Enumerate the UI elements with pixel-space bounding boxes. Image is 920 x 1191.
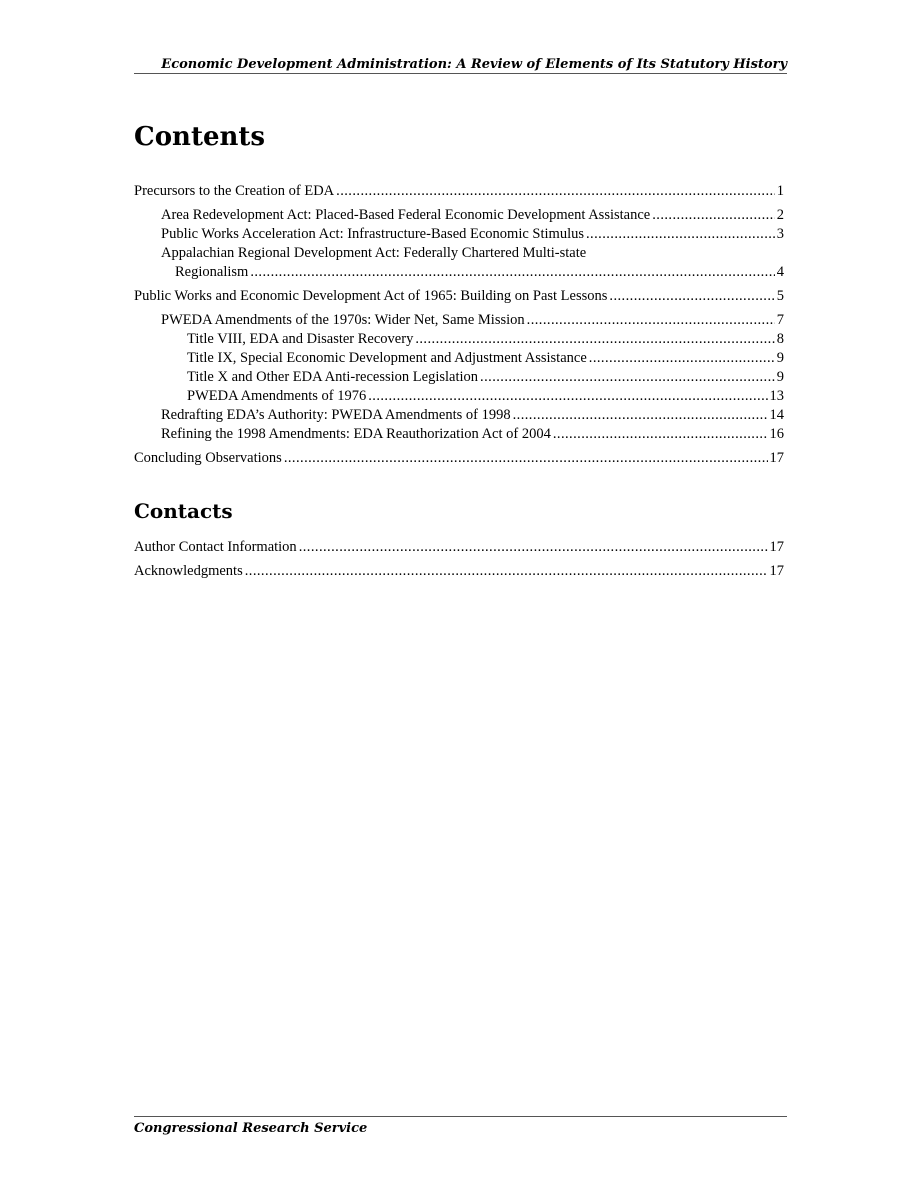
toc-entry-title-line1: Appalachian Regional Development Act: Federally Chartered Multi-state	[161, 245, 587, 261]
toc-entry[interactable]	[134, 225, 784, 244]
toc-entry-title: PWEDA Amendments of the 1970s: Wider Net, Same Mission	[161, 312, 525, 328]
dot-leader	[250, 263, 774, 282]
toc-entry[interactable]	[134, 244, 784, 282]
toc-entry-page: 1	[776, 183, 784, 199]
toc-entry-page: 7	[776, 312, 784, 328]
toc-entry-page: 3	[776, 226, 784, 242]
contacts-heading: Contacts	[134, 499, 233, 523]
contents-heading: Contents	[134, 122, 266, 152]
toc-entry[interactable]	[134, 538, 784, 557]
toc-entry-page: 9	[776, 369, 784, 385]
toc-entry-page: 8	[776, 331, 784, 347]
toc-entry[interactable]	[134, 330, 784, 349]
toc-entry-title: Public Works and Economic Development Act of 1965: Building on Past Lessons	[134, 288, 608, 304]
toc-entry-title: PWEDA Amendments of 1976	[187, 388, 367, 404]
toc-entry-title: Redrafting EDA’s Authority: PWEDA Amendments of 1998	[161, 407, 511, 423]
toc-entry-page: 16	[769, 426, 784, 442]
toc-entry-title: Refining the 1998 Amendments: EDA Reauthorization Act of 2004	[161, 426, 551, 442]
dot-leader	[553, 425, 768, 444]
toc-entry-title: Area Redevelopment Act: Placed-Based Federal Economic Development Assistance	[161, 207, 651, 223]
dot-leader	[415, 330, 774, 349]
dot-leader	[480, 368, 775, 387]
dot-leader	[299, 538, 768, 557]
toc-entry[interactable]	[134, 182, 784, 201]
running-header-title: Economic Development Administration: A Review of Elements of Its Statutory History	[161, 57, 787, 72]
toc-entry[interactable]	[134, 406, 784, 425]
toc-entry-title-line2: Regionalism	[175, 264, 249, 280]
toc-entry-title: Title X and Other EDA Anti-recession Legislation	[187, 369, 479, 385]
toc-entry[interactable]	[134, 287, 784, 306]
dot-leader	[513, 406, 768, 425]
footer-text: Congressional Research Service	[134, 1121, 368, 1136]
toc-entry[interactable]	[134, 349, 784, 368]
toc-entry-page: 13	[769, 388, 784, 404]
toc-entry-title: Title VIII, EDA and Disaster Recovery	[187, 331, 414, 347]
toc-entry-page: 17	[769, 563, 784, 579]
toc-entry-title: Acknowledgments	[134, 563, 243, 579]
contacts-list	[134, 538, 784, 581]
toc-entry[interactable]	[134, 368, 784, 387]
dot-leader	[652, 206, 775, 225]
dot-leader	[527, 311, 775, 330]
toc-entry-page: 5	[776, 288, 784, 304]
dot-leader	[609, 287, 774, 306]
dot-leader	[586, 225, 775, 244]
dot-leader	[589, 349, 775, 368]
toc-entry-title: Public Works Acceleration Act: Infrastructure-Based Economic Stimulus	[161, 226, 584, 242]
toc-entry-page: 14	[769, 407, 784, 423]
toc-entry-page: 4	[776, 264, 784, 280]
dot-leader	[284, 449, 768, 468]
header-rule	[134, 73, 787, 74]
toc-entry-page: 2	[776, 207, 784, 223]
toc-entry-page: 17	[769, 539, 784, 555]
dot-leader	[245, 562, 768, 581]
toc-entry-title: Concluding Observations	[134, 450, 282, 466]
toc-entry[interactable]	[134, 449, 784, 468]
toc-entry-title: Precursors to the Creation of EDA	[134, 183, 335, 199]
toc-entry-title: Author Contact Information	[134, 539, 297, 555]
footer-rule	[134, 1116, 787, 1117]
toc-entry-page: 17	[769, 450, 784, 466]
toc-entry[interactable]	[134, 387, 784, 406]
dot-leader	[336, 182, 775, 201]
toc-entry-title: Title IX, Special Economic Development and Adjustment Assistance	[187, 350, 587, 366]
toc-entry[interactable]	[134, 562, 784, 581]
toc-entry[interactable]	[134, 425, 784, 444]
contents-list	[134, 177, 784, 468]
dot-leader	[368, 387, 767, 406]
toc-entry[interactable]	[134, 206, 784, 225]
toc-entry[interactable]	[134, 311, 784, 330]
toc-entry-page: 9	[776, 350, 784, 366]
